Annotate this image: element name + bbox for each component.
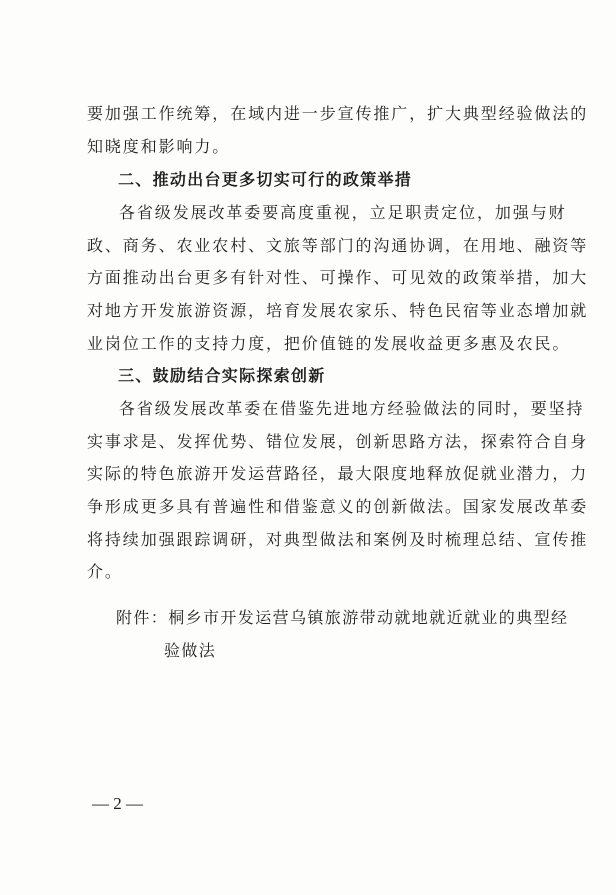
body-text-line: 要加强工作统筹，在域内进一步宣传推广，扩大典型经验做法的 bbox=[87, 104, 589, 123]
page-number: — 2 — bbox=[92, 794, 143, 813]
body-text-line: 将持续加强跟踪调研，对典型做法和案例及时梳理总结、宣传推 bbox=[87, 530, 589, 549]
body-text-line: 知晓度和影响力。 bbox=[87, 137, 231, 156]
body-text-line: 方面推动出台更多有针对性、可操作、可见效的政策举措，加大 bbox=[87, 268, 589, 287]
section-heading: 三、鼓励结合实际探索创新 bbox=[118, 366, 326, 385]
body-text-line: 争形成更多具有普遍性和借鉴意义的创新做法。国家发展改革委 bbox=[87, 497, 589, 516]
body-text-line: 对地方开发旅游资源，培育发展农家乐、特色民宿等业态增加就 bbox=[87, 301, 589, 320]
body-text-line: 实事求是、发挥优势、错位发展，创新思路方法，探索符合自身 bbox=[87, 432, 589, 451]
body-text-line: 各省级发展改革委在借鉴先进地方经验做法的同时，要坚持 bbox=[119, 399, 585, 418]
attachment-line: 附件：桐乡市开发运营乌镇旅游带动就地就近就业的典型经 bbox=[116, 608, 569, 627]
body-text-line: 实际的特色旅游开发运营路径，最大限度地释放促就业潜力，力 bbox=[87, 464, 589, 483]
body-text-line: 政、商务、农业农村、文旅等部门的沟通协调，在用地、融资等 bbox=[87, 236, 589, 255]
attachment-line: 验做法 bbox=[164, 641, 217, 660]
body-text-line: 业岗位工作的支持力度，把价值链的发展收益更多惠及农民。 bbox=[87, 334, 571, 353]
body-text-line: 介。 bbox=[87, 562, 123, 581]
section-heading: 二、推动出台更多切实可行的政策举措 bbox=[118, 170, 413, 189]
body-text-line: 各省级发展改革委要高度重视，立足职责定位，加强与财 bbox=[119, 203, 567, 222]
